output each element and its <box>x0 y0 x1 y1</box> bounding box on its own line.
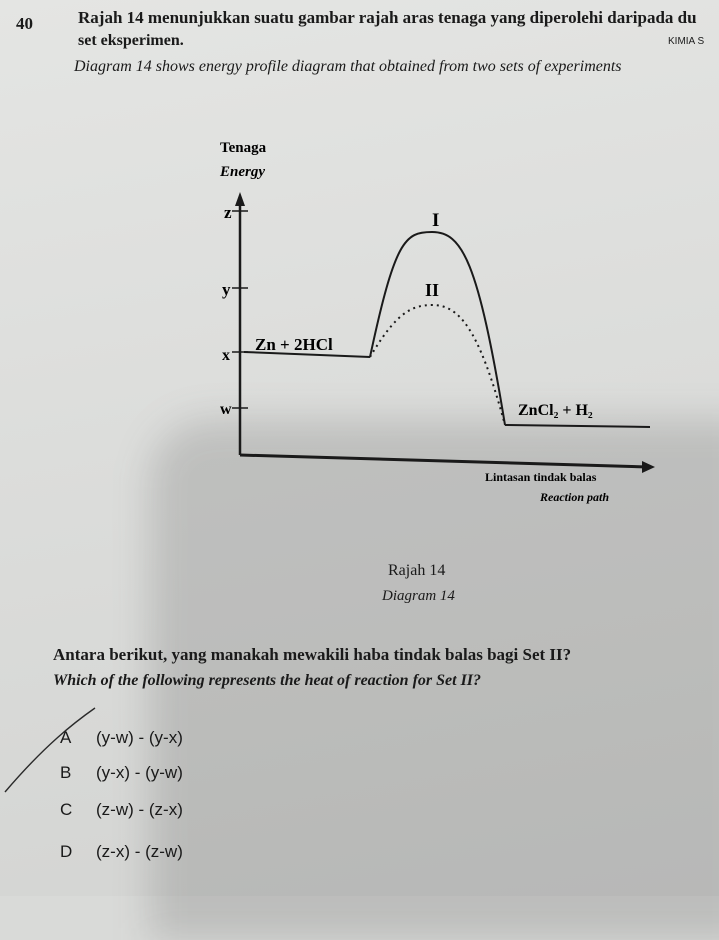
diagram-caption-malay: Rajah 14 <box>388 562 446 579</box>
y-axis-label-malay: Tenaga <box>220 140 267 156</box>
option-letter: C <box>60 800 73 819</box>
option-a[interactable] <box>60 728 183 748</box>
question-text-malay-line1: Rajah 14 menunjukkan suatu gambar rajah aras tenaga yang diperolehi daripada du <box>78 8 697 27</box>
option-letter: A <box>60 728 72 747</box>
y-axis-arrow <box>235 192 245 206</box>
option-letter: B <box>60 763 72 782</box>
products-label: ZnCl₂ + H₂ <box>518 402 593 419</box>
option-text: (z-w) - (z-x) <box>96 800 183 819</box>
option-letter: D <box>60 842 73 861</box>
option-text: (z-x) - (z-w) <box>96 842 183 861</box>
subject-tag: KIMIA S <box>668 36 705 47</box>
question-text-english: Diagram 14 shows energy profile diagram that obtained from two sets of experiments <box>74 58 622 75</box>
diagram-caption-english: Diagram 14 <box>382 588 455 604</box>
option-d[interactable] <box>60 842 183 862</box>
level-label-w: w <box>220 401 232 418</box>
option-b[interactable] <box>60 763 183 783</box>
option-text: (y-w) - (y-x) <box>96 728 183 747</box>
handwritten-tick-mark <box>0 700 110 800</box>
option-c[interactable] <box>60 800 183 820</box>
curve-label-II: II <box>425 280 440 300</box>
question-text-malay-line2: set eksperimen. <box>78 32 184 49</box>
product-level <box>505 425 650 427</box>
curve-set-I <box>370 232 505 425</box>
y-axis-label-english: Energy <box>220 164 265 180</box>
x-axis-label-english: Reaction path <box>540 490 610 504</box>
option-text: (y-x) - (y-w) <box>96 763 183 782</box>
level-label-z: z <box>224 203 232 222</box>
prompt-malay: Antara berikut, yang manakah mewakili haba tindak balas bagi Set II? <box>53 645 572 664</box>
question-number: 40 <box>16 14 33 33</box>
level-label-y: y <box>222 280 231 299</box>
x-axis-label-malay: Lintasan tindak balas <box>485 470 597 484</box>
x-axis-arrow <box>642 461 655 473</box>
curve-label-I: I <box>432 210 440 231</box>
level-label-x: x <box>222 347 230 364</box>
prompt-english: Which of the following represents the heat of reaction for Set II? <box>53 672 482 689</box>
reactants-label: Zn + 2HCl <box>255 335 333 354</box>
x-axis <box>240 455 648 467</box>
